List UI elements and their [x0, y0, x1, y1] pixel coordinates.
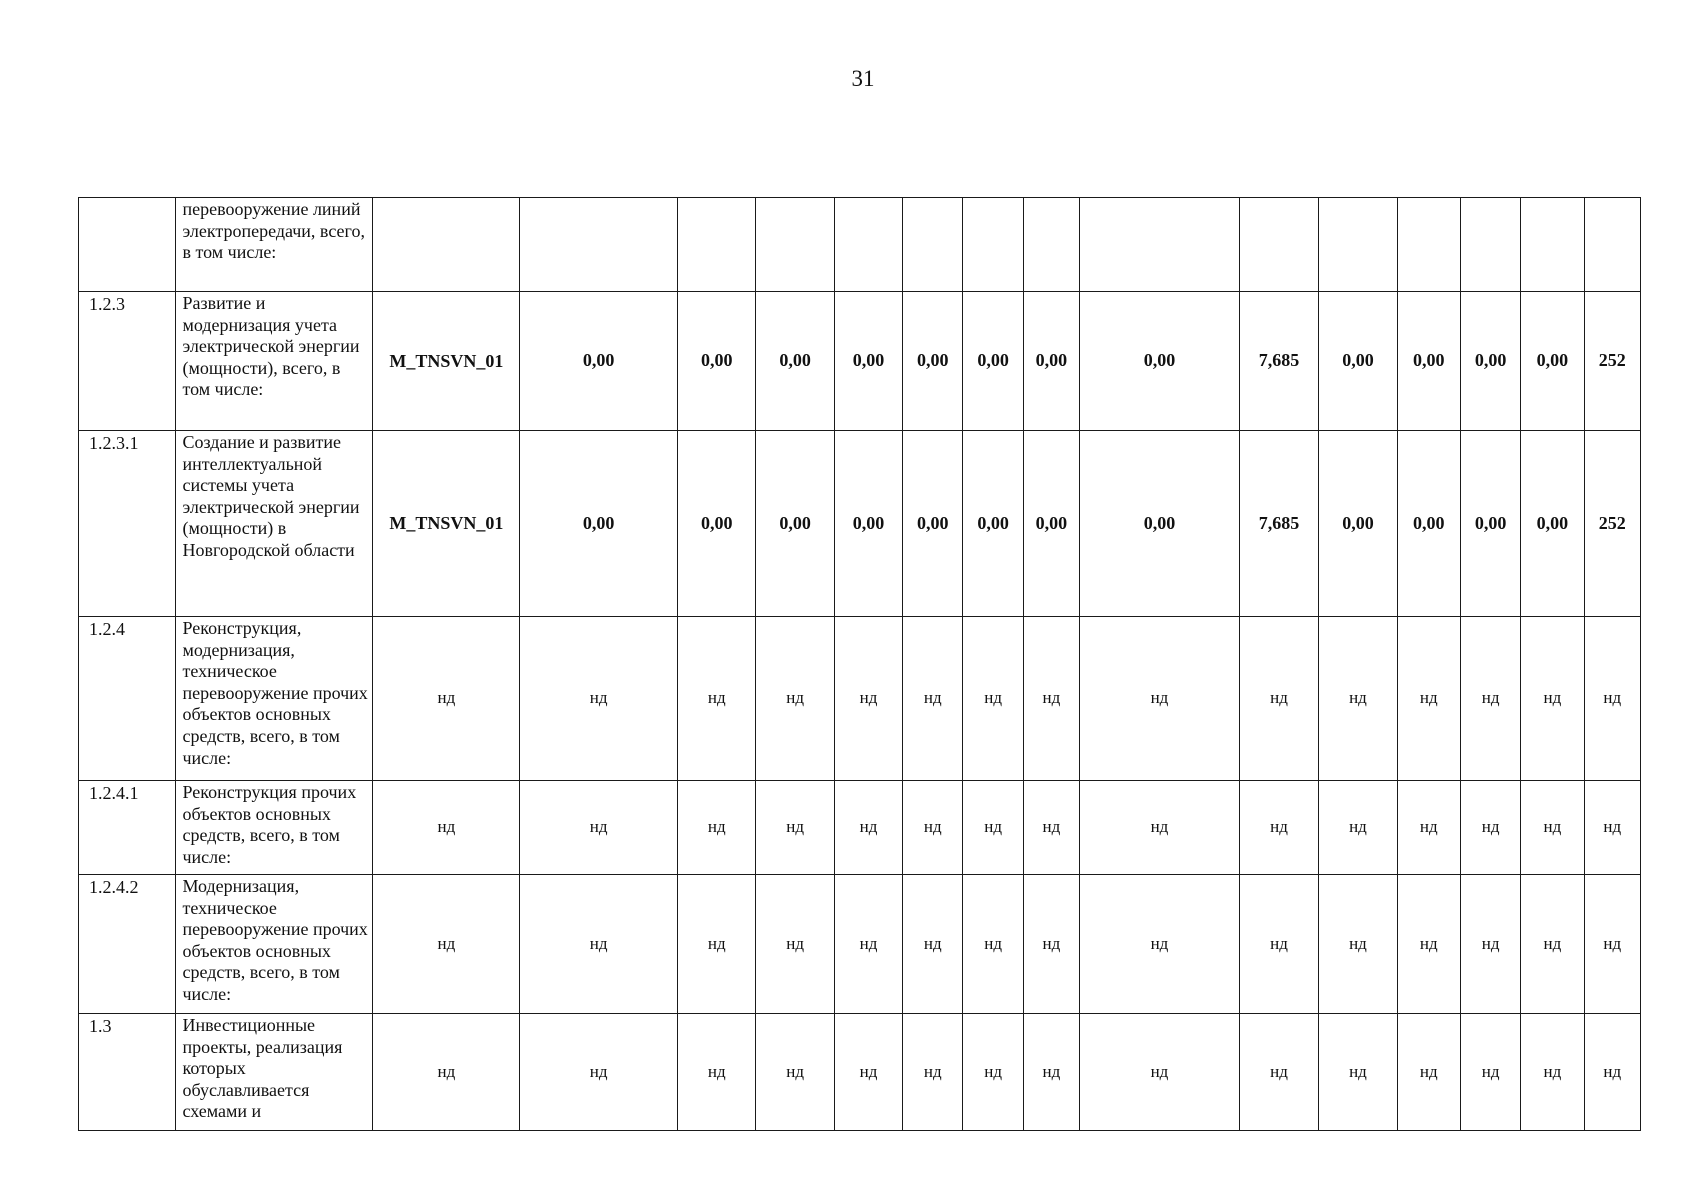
value-cell: нд [1023, 781, 1079, 875]
value-cell: нд [963, 875, 1023, 1014]
project-code: нд [373, 875, 520, 1014]
table-body [79, 198, 1641, 1131]
value-cell: 0,00 [1319, 292, 1397, 431]
row-name: Реконструкция, модернизация, техническое перевооружение прочих объектов основных средств, всего, в том числе: [176, 617, 373, 781]
table-row [79, 1014, 1641, 1131]
row-name: Реконструкция прочих объектов основных средств, всего, в том числе: [176, 781, 373, 875]
value-cell: 0,00 [520, 292, 678, 431]
value-cell: нд [963, 781, 1023, 875]
value-cell: 0,00 [756, 431, 834, 617]
value-cell: нд [1239, 617, 1318, 781]
value-cell: нд [834, 1014, 902, 1131]
value-cell: нд [1397, 781, 1460, 875]
value-cell: нд [756, 617, 834, 781]
value-cell: 0,00 [1397, 431, 1460, 617]
value-cell: нд [1080, 781, 1240, 875]
row-name: Модернизация, техническое перевооружение прочих объектов основных средств, всего, в том числе: [176, 875, 373, 1014]
value-cell: нд [1584, 875, 1640, 1014]
value-cell: 7,685 [1239, 431, 1318, 617]
value-cell: 0,00 [1397, 292, 1460, 431]
value-cell [1397, 198, 1460, 292]
value-cell: нд [1584, 781, 1640, 875]
value-cell [834, 198, 902, 292]
value-cell: нд [1319, 781, 1397, 875]
value-cell: нд [903, 1014, 963, 1131]
value-cell: нд [520, 875, 678, 1014]
value-cell [1319, 198, 1397, 292]
row-number: 1.2.3.1 [79, 431, 176, 617]
value-cell: нд [1319, 617, 1397, 781]
project-code: нд [373, 781, 520, 875]
value-cell: нд [520, 617, 678, 781]
row-name: перевооружение линий электропередачи, всего, в том числе: [176, 198, 373, 292]
value-cell: 0,00 [1023, 292, 1079, 431]
value-cell: 0,00 [1023, 431, 1079, 617]
page-number: 31 [851, 66, 875, 91]
value-cell: нд [1584, 617, 1640, 781]
project-code: нд [373, 617, 520, 781]
value-cell: нд [903, 617, 963, 781]
value-cell: нд [1397, 617, 1460, 781]
value-cell: нд [520, 1014, 678, 1131]
value-cell: нд [834, 617, 902, 781]
value-cell: 252 [1584, 292, 1640, 431]
value-cell: 0,00 [963, 431, 1023, 617]
project-code [373, 198, 520, 292]
table-row [79, 198, 1641, 292]
table-row [79, 292, 1641, 431]
value-cell: нд [834, 875, 902, 1014]
investment-table [78, 197, 1641, 1131]
value-cell: 0,00 [520, 431, 678, 617]
value-cell: нд [1397, 1014, 1460, 1131]
value-cell: нд [1460, 875, 1520, 1014]
value-cell [1239, 198, 1318, 292]
value-cell: 0,00 [678, 431, 756, 617]
project-code: нд [373, 1014, 520, 1131]
value-cell: нд [963, 617, 1023, 781]
value-cell: 0,00 [1521, 292, 1584, 431]
value-cell: 7,685 [1239, 292, 1318, 431]
value-cell: нд [1239, 875, 1318, 1014]
value-cell [1460, 198, 1520, 292]
value-cell: нд [1521, 781, 1584, 875]
value-cell: 0,00 [678, 292, 756, 431]
value-cell: 0,00 [963, 292, 1023, 431]
value-cell [756, 198, 834, 292]
value-cell: 0,00 [903, 431, 963, 617]
project-code: M_TNSVN_01 [373, 431, 520, 617]
value-cell [1080, 198, 1240, 292]
value-cell: нд [1521, 617, 1584, 781]
value-cell: нд [1319, 875, 1397, 1014]
value-cell: 0,00 [903, 292, 963, 431]
value-cell: нд [1023, 617, 1079, 781]
row-name: Инвестиционные проекты, реализация которых обуславливается схемами и [176, 1014, 373, 1131]
row-number: 1.2.4.1 [79, 781, 176, 875]
value-cell: 0,00 [834, 431, 902, 617]
value-cell: нд [678, 875, 756, 1014]
project-code: M_TNSVN_01 [373, 292, 520, 431]
value-cell: 0,00 [1319, 431, 1397, 617]
value-cell: нд [1080, 875, 1240, 1014]
value-cell: нд [1460, 617, 1520, 781]
value-cell: 0,00 [1080, 431, 1240, 617]
value-cell [520, 198, 678, 292]
value-cell: нд [678, 617, 756, 781]
value-cell: 0,00 [1460, 431, 1520, 617]
value-cell: нд [903, 875, 963, 1014]
value-cell: нд [1080, 1014, 1240, 1131]
value-cell [1521, 198, 1584, 292]
value-cell: нд [1521, 1014, 1584, 1131]
value-cell: нд [834, 781, 902, 875]
value-cell [678, 198, 756, 292]
value-cell: нд [1460, 1014, 1520, 1131]
value-cell: нд [520, 781, 678, 875]
row-name: Создание и развитие интеллектуальной системы учета электрической энергии (мощности) в Новгородской области [176, 431, 373, 617]
value-cell: 252 [1584, 431, 1640, 617]
value-cell: нд [678, 781, 756, 875]
table-row [79, 781, 1641, 875]
value-cell [1584, 198, 1640, 292]
value-cell: нд [1460, 781, 1520, 875]
value-cell: нд [903, 781, 963, 875]
value-cell: 0,00 [1521, 431, 1584, 617]
value-cell: нд [1023, 875, 1079, 1014]
row-number [79, 198, 176, 292]
value-cell [1023, 198, 1079, 292]
value-cell: нд [756, 781, 834, 875]
row-number: 1.3 [79, 1014, 176, 1131]
table-row [79, 875, 1641, 1014]
table-row [79, 431, 1641, 617]
row-number: 1.2.3 [79, 292, 176, 431]
value-cell: нд [1521, 875, 1584, 1014]
table-row [79, 617, 1641, 781]
value-cell: нд [1584, 1014, 1640, 1131]
value-cell: нд [1023, 1014, 1079, 1131]
row-number: 1.2.4.2 [79, 875, 176, 1014]
value-cell: нд [756, 875, 834, 1014]
row-number: 1.2.4 [79, 617, 176, 781]
value-cell: нд [1080, 617, 1240, 781]
value-cell: нд [678, 1014, 756, 1131]
value-cell: 0,00 [1080, 292, 1240, 431]
row-name: Развитие и модернизация учета электрической энергии (мощности), всего, в том числе: [176, 292, 373, 431]
value-cell [903, 198, 963, 292]
value-cell: 0,00 [756, 292, 834, 431]
value-cell: нд [1319, 1014, 1397, 1131]
value-cell: нд [963, 1014, 1023, 1131]
value-cell [963, 198, 1023, 292]
value-cell: нд [1397, 875, 1460, 1014]
value-cell: нд [1239, 781, 1318, 875]
value-cell: нд [756, 1014, 834, 1131]
value-cell: 0,00 [1460, 292, 1520, 431]
value-cell: нд [1239, 1014, 1318, 1131]
value-cell: 0,00 [834, 292, 902, 431]
